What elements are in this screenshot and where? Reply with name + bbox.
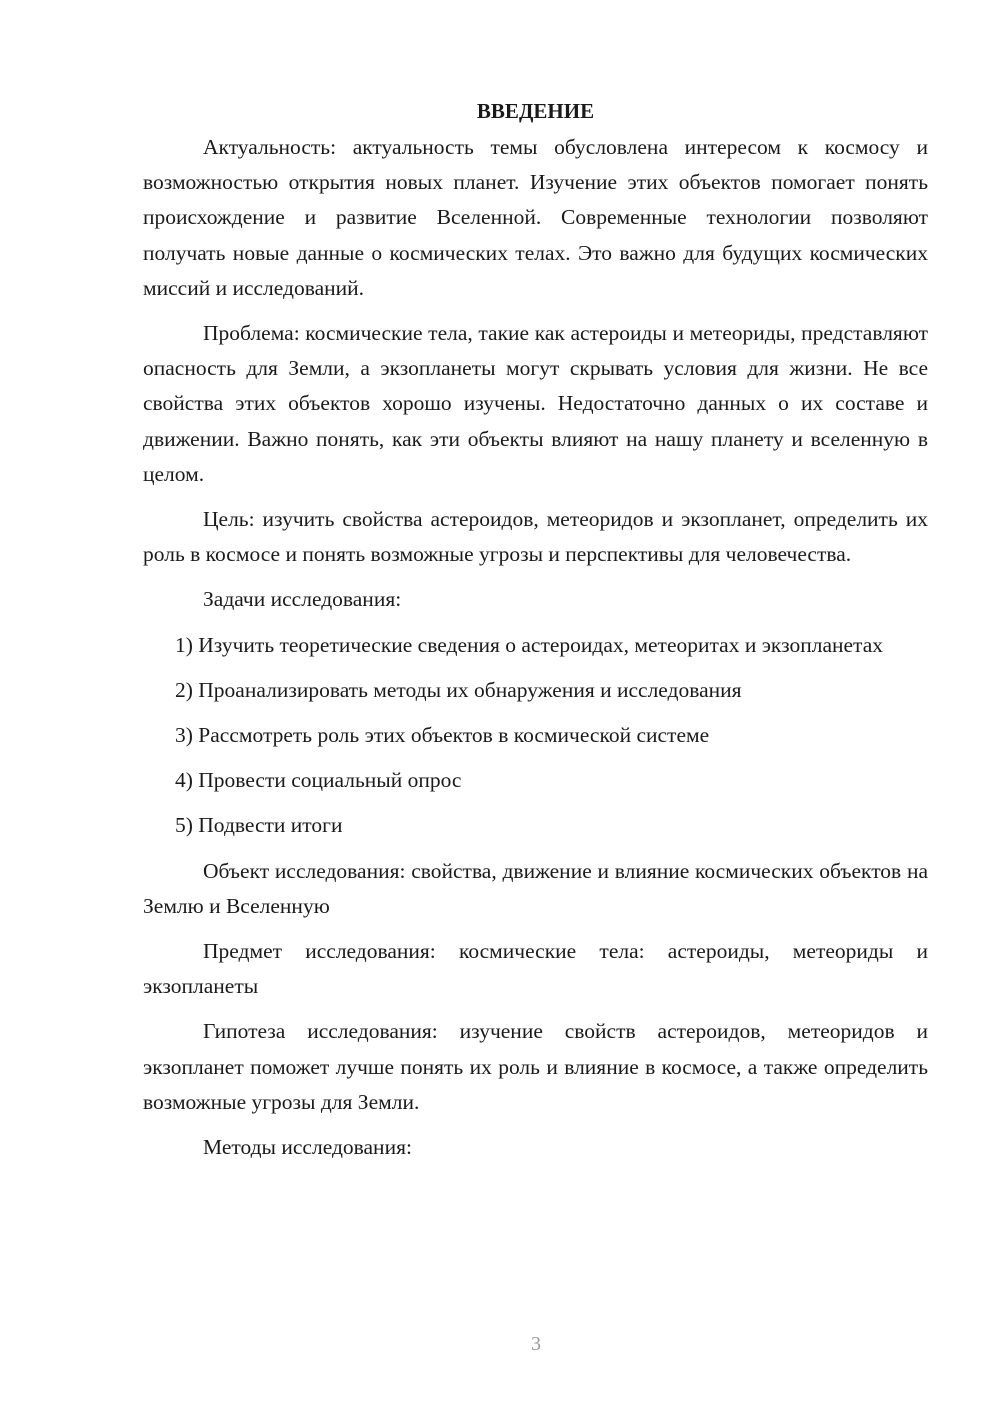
- page-number: 3: [531, 1333, 541, 1355]
- task-item: 4) Провести социальный опрос: [175, 768, 462, 793]
- page-content: [143, 96, 928, 1165]
- tasks-heading: Задачи исследования:: [203, 587, 402, 612]
- subject-paragraph: Предмет исследования: космические тела: астероиды, метеориды и экзопланеты: [143, 939, 928, 999]
- problem-paragraph: Проблема: космические тела, такие как астероиды и метеориды, представляют опасность для Земли, а экзопланеты могут скрывать условия для жизни. Не все свойства этих объектов хорошо изучены. Недостаточно данных о их составе и движении. Важно понять, как эти объекты влияют на нашу планету и вселенную в целом.: [143, 321, 928, 486]
- task-item: 5) Подвести итоги: [175, 813, 343, 838]
- hypothesis-paragraph: Гипотеза исследования: изучение свойств астероидов, метеоридов и экзопланет поможет лучше понять их роль и влияние в космосе, а также определить возможные угрозы для Земли.: [143, 1019, 928, 1114]
- relevance-paragraph: Актуальность: актуальность темы обусловлена интересом к космосу и возможностью открытия новых планет. Изучение этих объектов помогает понять происхождение и развитие Вселенной. Современные технологии позволяют получать новые данные о космических телах. Это важно для будущих космических миссий и исследований.: [143, 135, 928, 300]
- methods-paragraph: Методы исследования:: [203, 1135, 412, 1160]
- task-item: 1) Изучить теоретические сведения о астероидах, метеоритах и экзопланетах: [175, 632, 883, 657]
- goal-paragraph: Цель: изучить свойства астероидов, метеоридов и экзопланет, определить их роль в космосе и понять возможные угрозы и перспективы для человечества.: [143, 507, 928, 567]
- task-item: 2) Проанализировать методы их обнаружения и исследования: [175, 677, 742, 702]
- section-title: ВВЕДЕНИЕ: [476, 99, 595, 123]
- task-item: 3) Рассмотреть роль этих объектов в космической системе: [175, 723, 710, 748]
- object-paragraph: Объект исследования: свойства, движение и влияние космических объектов на Землю и Вселенную: [143, 858, 928, 918]
